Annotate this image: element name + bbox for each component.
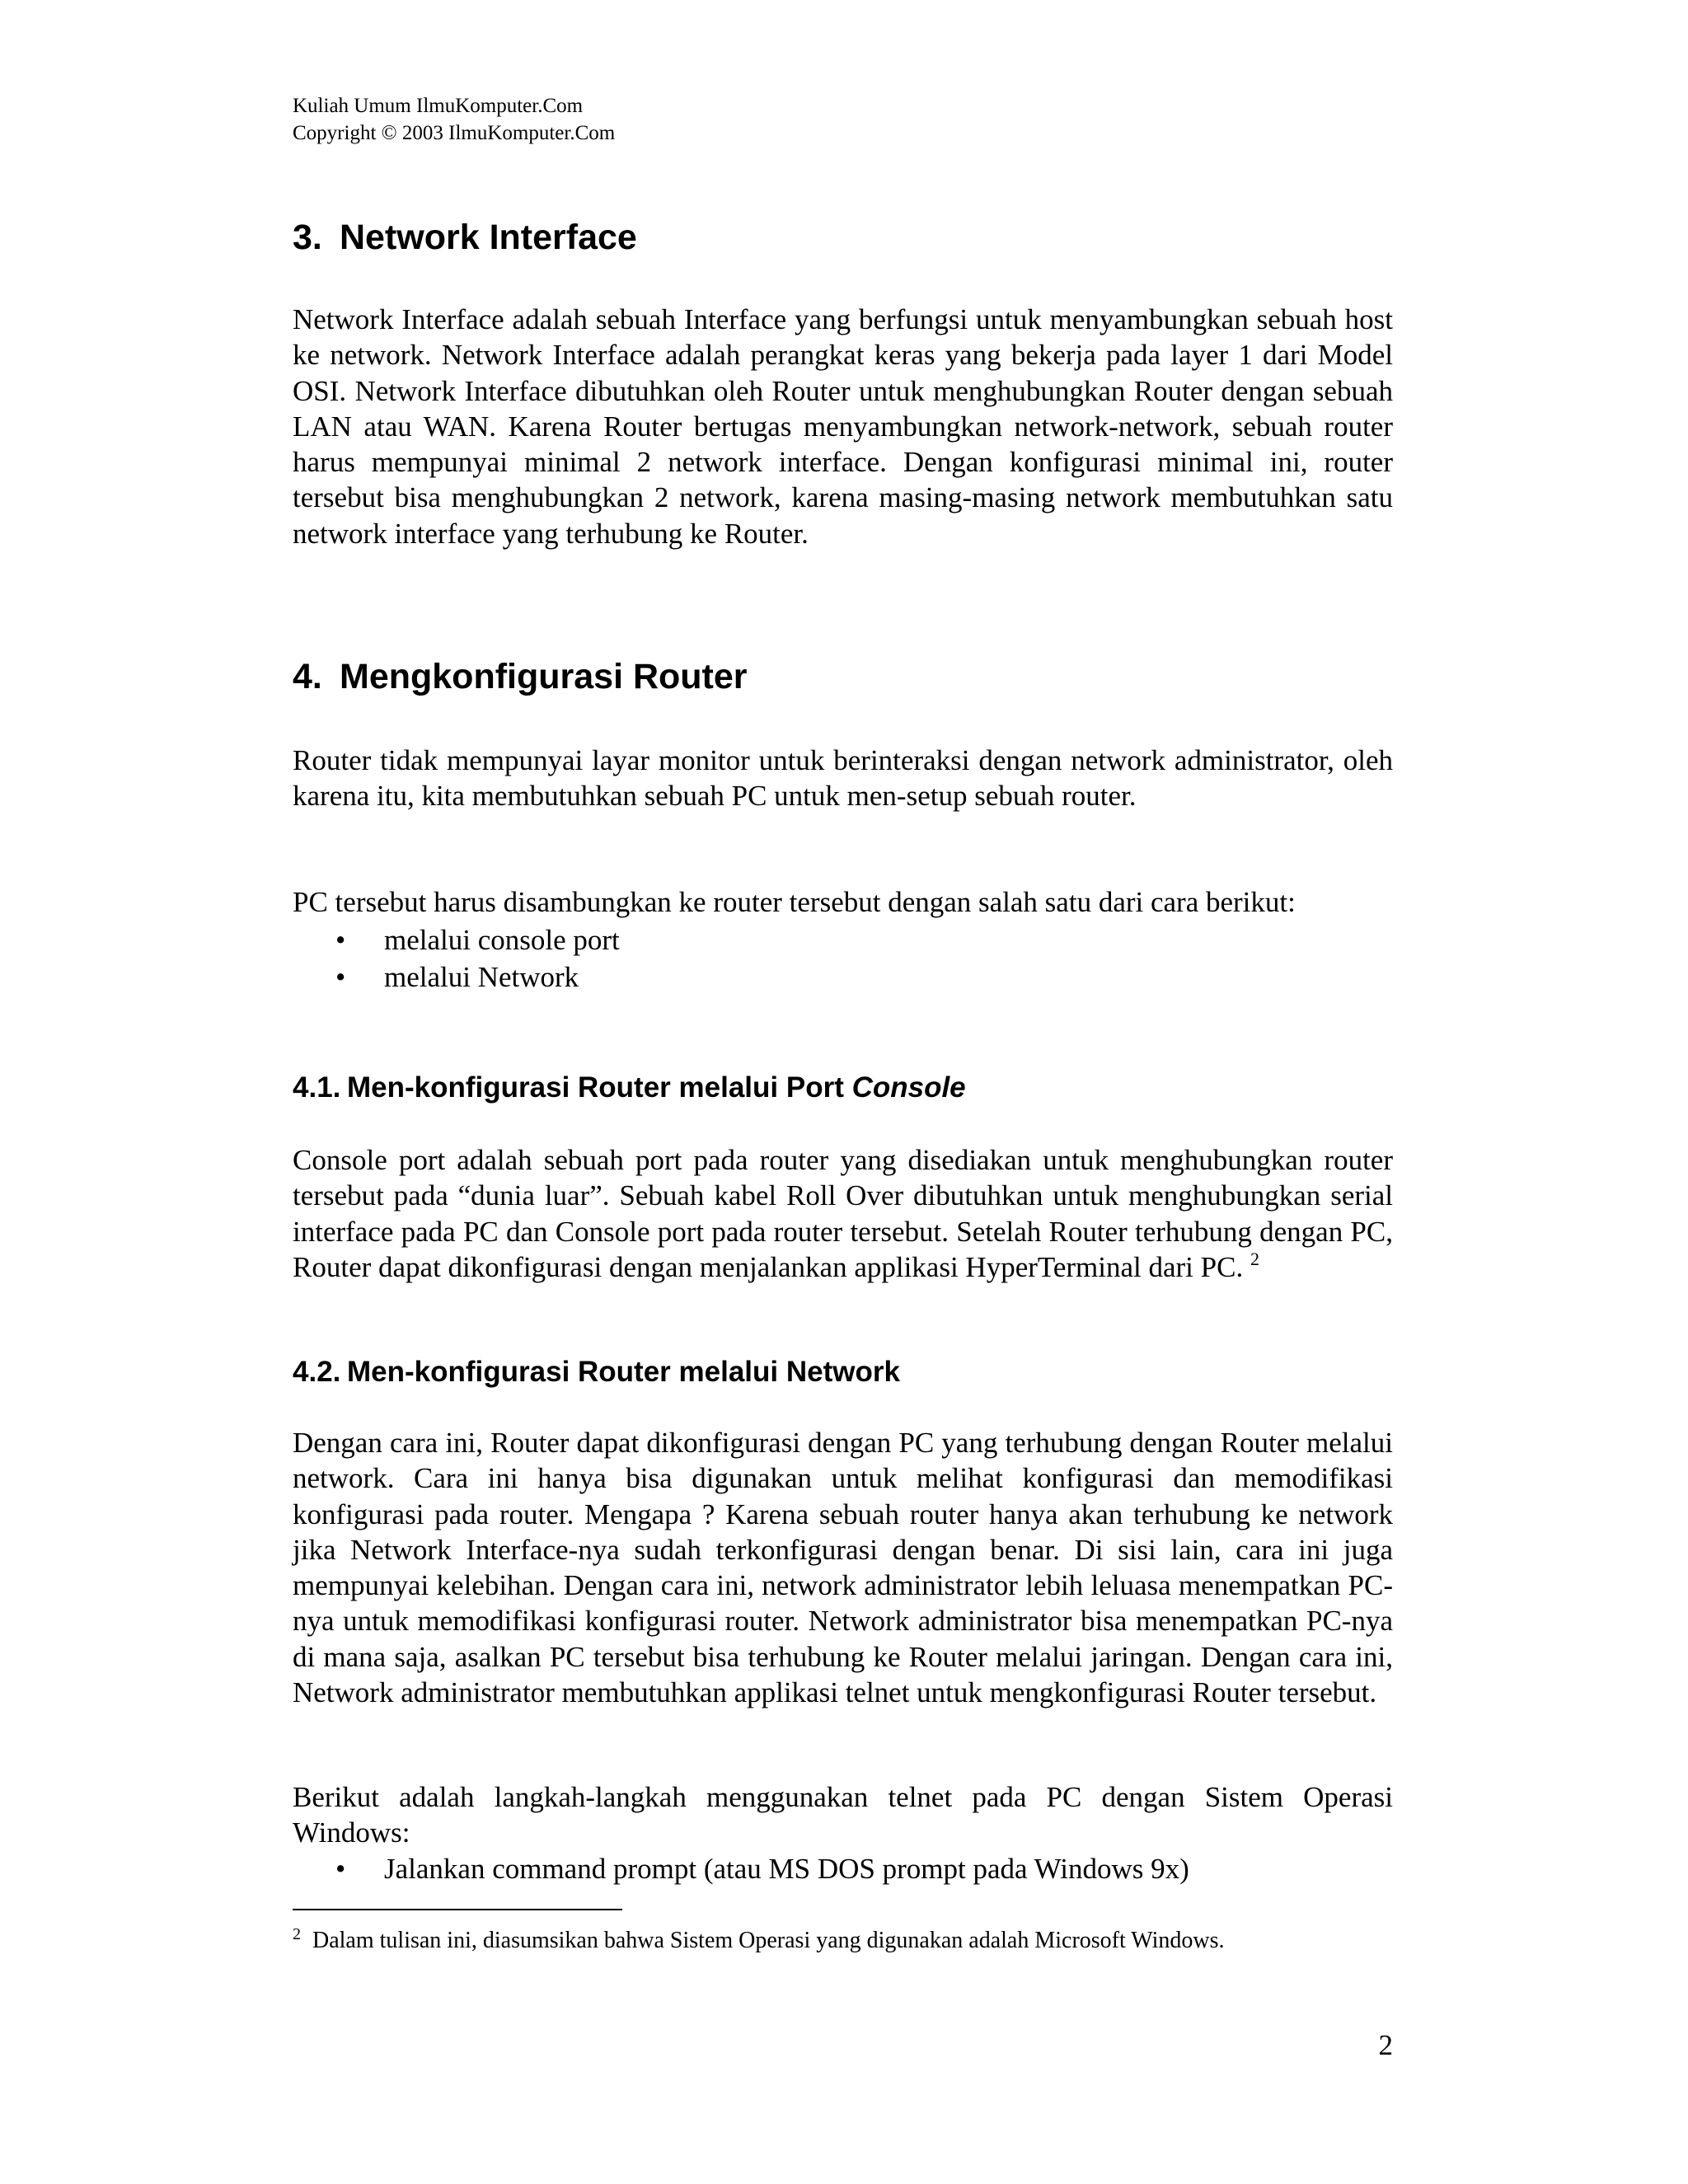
footnote-separator [293, 1909, 622, 1910]
section-4-2-paragraph-2: Berikut adalah langkah-langkah menggunakan telnet pada PC dengan Sistem Operasi Windows: [293, 1781, 1393, 1849]
section-4-2-number: 4.2. [293, 1356, 341, 1388]
section-4-bullet-list [293, 921, 1393, 996]
bullet-icon: • [335, 924, 346, 956]
list-item-text: Jalankan command prompt (atau MS DOS prompt pada Windows 9x) [384, 1853, 1189, 1885]
section-4-paragraph-1: Router tidak mempunyai layar monitor untuk berinteraksi dengan network administrator, oleh karena itu, kita membutuhkan sebuah PC untuk men-setup sebuah router. [293, 744, 1393, 813]
section-4-1-paragraph [293, 1142, 1393, 1285]
footnote-reference[interactable]: 2 [1250, 1248, 1259, 1269]
section-4-heading [293, 655, 748, 698]
list-item-text: melalui console port [384, 924, 620, 956]
section-4-number: 4. [293, 657, 322, 696]
section-4-2-bullet-list [293, 1850, 1393, 1887]
page-number: 2 [1378, 2029, 1393, 2061]
section-4-paragraph-2: PC tersebut harus disambungkan ke router tersebut dengan salah satu dari cara berikut: [293, 886, 1296, 918]
footnote-marker: 2 [293, 1925, 301, 1943]
section-4-1-heading [293, 1070, 966, 1106]
list-item [293, 921, 1393, 958]
section-4-1-title: Men-konfigurasi Router melalui Port [347, 1071, 852, 1104]
bullet-icon: • [335, 961, 346, 993]
section-3-heading [293, 216, 637, 259]
footnote-text: Dalam tulisan ini, diasumsikan bahwa Sistem Operasi yang digunakan adalah Microsoft Windows. [312, 1928, 1225, 1953]
header-course-line: Kuliah Umum IlmuKomputer.Com [293, 95, 584, 117]
section-4-1-number: 4.1. [293, 1071, 341, 1104]
section-4-1-paragraph-text: Console port adalah sebuah port pada router yang disediakan untuk menghubungkan router tersebut pada “dunia luar”. Sebuah kabel Roll Over dibutuhkan untuk menghubungkan serial interface pada PC dan Console port pada router tersebut. Setelah Router terhubung dengan PC, Router dapat dikonfigurasi dengan menjalankan applikasi HyperTerminal dari PC. [293, 1144, 1393, 1283]
running-header [293, 92, 615, 147]
section-4-2-paragraph-1: Dengan cara ini, Router dapat dikonfigurasi dengan PC yang terhubung dengan Router melalui network. Cara ini hanya bisa digunakan untuk melihat konfigurasi dan memodifikasi konfigurasi pada router. Mengapa ? Karena sebuah router hanya akan terhubung ke network jika Network Interface-nya sudah terkonfigurasi dengan benar. Di sisi lain, cara ini juga mempunyai kelebihan. Dengan cara ini, network administrator lebih leluasa menempatkan PC-nya untuk memodifikasi konfigurasi router. Network administrator bisa menempatkan PC-nya di mana saja, asalkan PC tersebut bisa terhubung ke Router melalui jaringan. Dengan cara ini, Network administrator membutuhkan applikasi telnet untuk mengkonfigurasi Router tersebut. [293, 1427, 1393, 1709]
section-4-2-heading [293, 1354, 900, 1390]
section-3-title: Network Interface [340, 218, 637, 257]
section-4-1-title-italic: Console [851, 1071, 966, 1104]
list-item [293, 1850, 1393, 1887]
section-4-title: Mengkonfigurasi Router [340, 657, 748, 696]
section-4-2-title: Men-konfigurasi Router melalui Network [347, 1356, 900, 1388]
footnote [293, 1927, 1224, 1955]
section-3-paragraph: Network Interface adalah sebuah Interface yang berfungsi untuk menyambungkan sebuah host ke network. Network Interface adalah perangkat keras yang bekerja pada layer 1 dari Model OSI. Network Interface dibutuhkan oleh Router untuk menghubungkan Router dengan sebuah LAN atau WAN. Karena Router bertugas menyambungkan network-network, sebuah router harus mempunyai minimal 2 network interface. Dengan konfigurasi minimal ini, router tersebut bisa menghubungkan 2 network, karena masing-masing network membutuhkan satu network interface yang terhubung ke Router. [293, 303, 1393, 550]
list-item-text: melalui Network [384, 961, 579, 993]
document-page [293, 0, 1393, 2184]
header-copyright-line: Copyright © 2003 IlmuKomputer.Com [293, 122, 616, 144]
section-3-number: 3. [293, 218, 322, 257]
list-item [293, 958, 1393, 996]
bullet-icon: • [335, 1853, 346, 1885]
